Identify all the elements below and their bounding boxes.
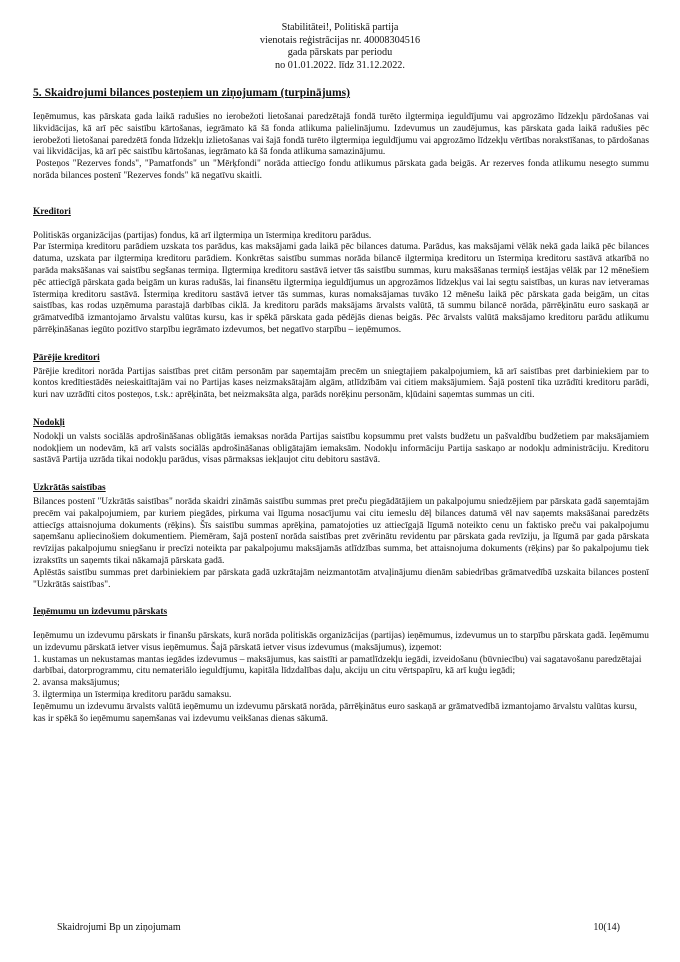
ienemumu-list-item-3: 3. ilgtermiņa un īstermiņa kreditoru parādu samaksu. [33, 690, 232, 701]
footer-page-number: 10(14) [593, 922, 620, 933]
intro-paragraph-1: Ieņēmumus, kas pārskata gada laikā radušies no ierobežoti lietošanai paredzētajā fondā turēto ilgtermiņa ieguldījumu vai apgrozāmo līdzekļu pārdošanas vai likvidācijas, kā arī pēc saistību kārtošanas, iegrāmato kā šā fonda atlikuma palielinājumu. Izdevumus un zaudējumus, kas pārskata gada laikā radušies pēc ierobežoti lietošanai paredzētā fonda līdzekļu izlietošanas vai šajā fondā turēto ilgtermiņa ieguldījumu vai apgrozāmo līdzekļu vērtības norakstīšanas, to pārdošanas vai likvidācijas, kā arī pēc saistību kārtošanas, iegrāmato kā šā fonda atlikuma samazinājumu. [33, 112, 649, 158]
uzkratas-paragraph-1: Bilances postenī "Uzkrātās saistības" norāda skaidri zināmās saistību summas pret preču piegādātājiem un pakalpojumu sniedzējiem par pārskata gadā saņemtajām precēm vai pakalpojumiem, par kuriem piegādes, pirkuma vai līguma nosacījumu vai citu iemeslu dēļ bilances datumā vēl nav saņemts maksāšanai paredzēts attiecīgs attaisnojuma dokuments (rēķins). Šīs saistību summas aprēķina, pamatojoties uz attiecīgajā līgumā noteikto cenu un faktisko preču vai pakalpojumu saņemšanu apliecinošiem dokumentiem. Piemēram, šajā postenī norāda saistības pret zvērinātu revidentu par pārskata gada revīziju, ja līgumā par gada pārskata revīzijas pakalpojumu sniegšanu ir precīzi noteikta par pakalpojumu maksājamās atlīdzības summa, bet attaisnojuma dokuments (rēķins) par šo pakalpojumu tiek izrakstīts un saņemts tikai nākamajā pārskata gadā. [33, 496, 649, 566]
ienemumu-list-item-2: 2. avansa maksājumus; [33, 678, 120, 689]
document-footer [57, 922, 620, 933]
header-registration-number: vienotais reģistrācijas nr. 40008304516 [259, 34, 421, 46]
parejie-paragraph: Pārējie kreditori norāda Partijas saistības pret citām personām par saņemtajām precēm un sniegtajiem pakalpojumiem, kā arī saistības pret darbiniekiem par to kontos kredītiestādēs neieskaitītajām vai no Partijas kases neizmaksātajām algām, atlīdzībām vai citiem maksājumiem. Šajā postenī tika uzrādīti kreditoru parādi, kuri nav uzrādīti citos posteņos, t.sk.: aprēķināta, bet neizmaksāta alga, parāds norēķinu personām, kļūdaini saņemtas summas un citi. [33, 366, 649, 401]
intro-paragraph-2: Posteņos "Rezerves fonds", "Pamatfonds" un "Mērķfondi" norāda attiecīgo fondu atlikumus pārskata gada beigās. Ar rezerves fonda atlikumu nesegto summu norāda bilances postenī "Rezerves fonds" kā negatīvu skaitli. [33, 159, 649, 181]
section-title: 5. Skaidrojumi bilances posteņiem un ziņojumam (turpinājums) [33, 86, 351, 99]
ienemumu-paragraph-1: Ieņēmumu un izdevumu pārskats ir finanšu pārskats, kurā norāda politiskās organizācijas (partijas) ieņēmumus, izdevumus un to starpību pārskata gadā. Ieņēmumu un izdevumu pārskatā ietver visus ieņēmumus. Šajā pārskatā ietver visus izdevumus (maksājumus), izņemot: [33, 631, 649, 653]
uzkratas-paragraph-2: Aplēstās saistību summas pret darbiniekiem par pārskata gadā uzkrātajām neizmantotām atvaļinājumu dienām sabiedrības grāmatvedībā uzskaita bilances postenī "Uzkrātās saistības". [33, 567, 649, 590]
heading-nodokli: Nodokļi [33, 417, 65, 428]
nodokli-paragraph: Nodokļi un valsts sociālās apdrošināšanas obligātās iemaksas norāda Partijas saistību kopsummu pret valsts budžetu un pašvaldību budžetiem par maksājamiem nodokļiem un nodevām, kā arī valsts sociālās apdrošināšanas obligātajām iemaksām. Nodokļu informāciju Partija saskaņo ar nodokļu administrāciju. Kreditoru sastāvā Partija uzrāda tikai nodokļu parādus, visas pārmaksas iekļaujot citu debitoru sastāvā. [33, 431, 649, 466]
heading-ienemumu-izdevumu: Ieņēmumu un izdevumu pārskats [33, 607, 168, 618]
heading-kreditori: Kreditori [33, 206, 71, 217]
heading-uzkratas-saistibas: Uzkrātās saistības [33, 483, 106, 494]
ienemumu-list-item-1: 1. kustamas un nekustamas mantas iegādes izdevumus – maksājumus, kas saistīti ar pamatlīdzekļu iegādi, izveidošanu (būvniecību) vai sagatavošanu paredzētajai darbībai, datorprogrammu, citu nemateriālo ieguldījumu, kapitāla līdzdalības daļu, akciju un citu vērtspapīru, kā arī kuģu iegādi; [33, 654, 642, 677]
ienemumu-paragraph-2: Ieņēmumu un izdevumu ārvalsts valūtā ieņēmumu un izdevumu pārskatā norāda, pārrēķinātus euro saskaņā ar grāmatvedībā izmantojamo ārvalstu valūtas kursu, kas ir spēkā šo ieņēmumu saņemšanas vai izdevumu veikšanas dienas sākumā. [33, 701, 637, 724]
footer-document-title: Skaidrojumi Bp un ziņojumam [57, 922, 181, 933]
header-period: no 01.01.2022. līdz 31.12.2022. [275, 59, 405, 71]
kreditori-paragraph-1: Politiskās organizācijas (partijas) fondus, kā arī ilgtermiņa un īstermiņa kreditoru parādus. [33, 230, 372, 241]
heading-parejie-kreditori: Pārējie kreditori [33, 352, 100, 363]
document-body [33, 86, 649, 725]
document-header [0, 22, 680, 72]
kreditori-paragraph-2: Par īstermiņa kreditoru parādiem uzskata tos parādus, kas maksājami gada laikā pēc bilances datuma. Parādus, kas maksājami vēlāk nekā gada laikā pēc bilances datuma, uzskata par ilgtermiņa kreditoru parādiem. Konkrētas saistību summas norāda bilancē ilgtermiņa kreditoru un īstermiņa kreditoru sastāvā atkarībā no parāda maksāšanas vai saistību segšanas termiņa. Ilgtermiņa kreditoru sastāvā ietver tās saistību summas, kuru maksāšanas termiņš iestājas vēlāk par 12 mēnešiem pēc attiecīgā pārskata gada beigām un kuras radušās, lai finansētu ilgtermiņa ieguldījumus un apgrozāmos līdzekļus vai lai segtu saistības, un kuras nav ietveramas īstermiņa kreditoru sastāvā. Īstermiņa kreditoru sastāvā ietver tās summas, kuras nomaksājamas tuvāko 12 mēnešu laikā pēc pārskata gada beigām, un citas saistības, kas rodas uzņēmuma parastajā darbības ciklā. Ja kreditoru parāds maksājams ārvalsts valūtā, tā summu bilancē norāda, pārrēķinātu euro saskaņā ar grāmatvedībā izmantojamo ārvalstu valūtas kursu, kas ir spēkā pārskata gada pēdējās dienas beigās. Pēc ārvalsts valūtā maksājamo kreditoru parādu atlikumu pārrēķināšanas iegūto pozitīvo starpību iegrāmato izdevumos, bet negatīvo starpību – ieņēmumos. [33, 242, 649, 335]
header-party-name: Stabilitātei!, Politiskā partija [281, 22, 399, 33]
header-report-title: gada pārskats par periodu [287, 47, 393, 59]
